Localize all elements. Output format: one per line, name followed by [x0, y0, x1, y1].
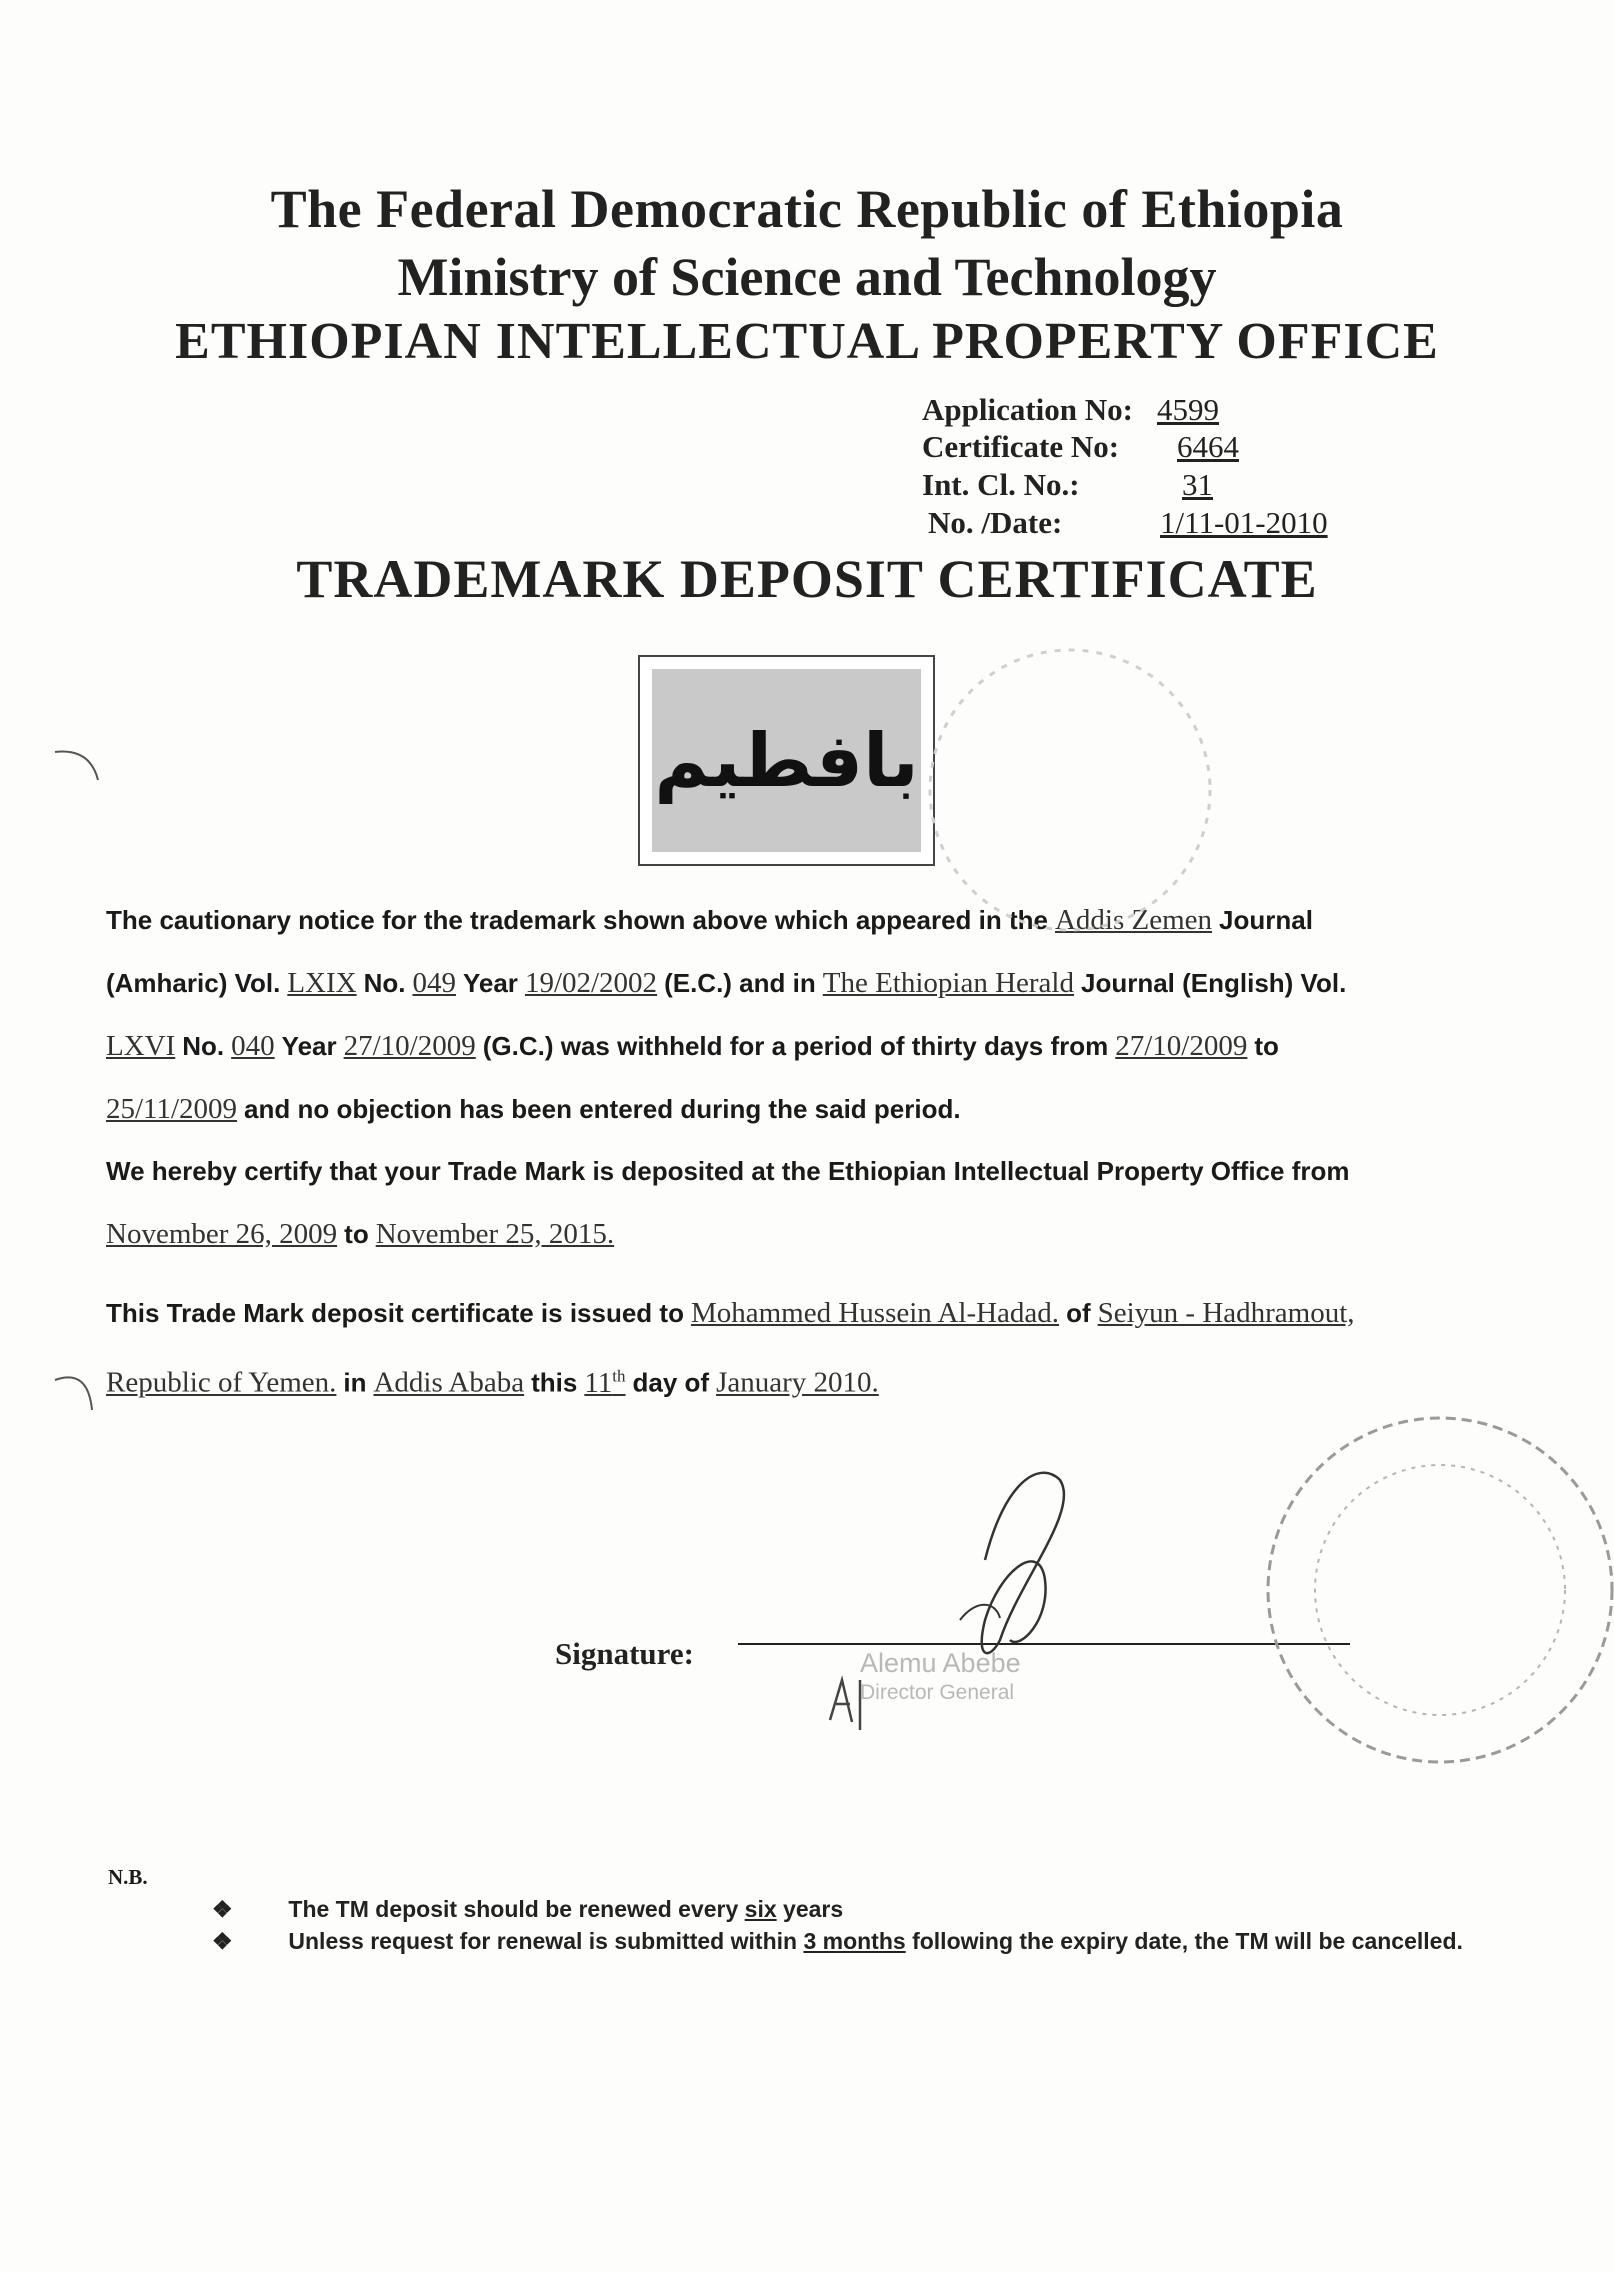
amharic-issue-number: 049 — [412, 967, 456, 999]
note-emphasis: 3 months — [803, 1928, 906, 1954]
text: to — [344, 1219, 369, 1249]
text: (E.C.) and in — [664, 968, 816, 998]
signature-label: Signature: — [555, 1636, 694, 1671]
owner-country: Republic of Yemen. — [106, 1366, 337, 1399]
text: and no objection has been entered during the said period. — [244, 1094, 961, 1124]
text: No. — [182, 1031, 225, 1061]
note-emphasis: six — [744, 1896, 777, 1922]
bullet-icon: ❖ — [212, 1896, 233, 1922]
signature-scribble — [960, 1605, 1000, 1620]
owner-place: Seiyun - Hadhramout, — [1097, 1297, 1355, 1329]
punch-hole-mark — [55, 1377, 92, 1410]
official-seal — [1268, 1418, 1612, 1762]
note-text: The TM deposit should be renewed every — [288, 1896, 739, 1922]
signer-title: Director General — [860, 1681, 1015, 1704]
text: (G.C.) was withheld for a period of thirty days from — [482, 1031, 1109, 1061]
signature-scribble — [982, 1473, 1064, 1653]
text: in — [343, 1367, 367, 1398]
notice-from-date: 27/10/2009 — [1115, 1030, 1248, 1062]
text: this — [531, 1367, 578, 1398]
amharic-issue-year: 19/02/2002 — [524, 967, 658, 999]
english-journal-name: The Ethiopian Herald — [822, 967, 1074, 999]
english-issue-year: 27/10/2009 — [343, 1030, 476, 1062]
text: No. — [363, 968, 406, 998]
note-text: years — [783, 1896, 844, 1922]
application-number-label: Application No: — [922, 392, 1133, 427]
class-number-label: Int. Cl. No.: — [922, 467, 1080, 502]
date-value: 1/11-01-2010 — [1160, 505, 1328, 540]
text: (Amharic) Vol. — [106, 968, 281, 998]
owner-name: Mohammed Hussein Al-Hadad. — [690, 1297, 1060, 1329]
note-text: Unless request for renewal is submitted within — [288, 1928, 798, 1954]
text: This Trade Mark deposit certificate is issued to — [106, 1298, 684, 1328]
faint-stamp — [930, 650, 1210, 930]
text: Journal (English) Vol. — [1080, 968, 1347, 998]
deposit-end-date: November 25, 2015. — [375, 1218, 615, 1250]
deposit-start-date: November 26, 2009 — [106, 1218, 338, 1250]
date-label: No. /Date: — [928, 505, 1063, 540]
text: We hereby certify that your Trade Mark is deposited at the Ethiopian Intellectual Property Office from — [106, 1156, 1350, 1186]
certificate-title: TRADEMARK DEPOSIT CERTIFICATE — [296, 549, 1318, 609]
text: Year — [281, 1031, 337, 1061]
punch-hole-mark — [55, 752, 98, 780]
amharic-journal-name: Addis Zemen — [1054, 904, 1213, 936]
application-number-value: 4599 — [1157, 392, 1219, 427]
class-number-value: 31 — [1182, 467, 1213, 502]
issue-city: Addis Ababa — [373, 1366, 525, 1399]
english-volume: LXVI — [106, 1030, 176, 1062]
note-renewal — [212, 1896, 843, 1923]
header-country: The Federal Democratic Republic of Ethiopia — [270, 179, 1344, 239]
text: Year — [462, 968, 518, 998]
bullet-icon: ❖ — [212, 1928, 233, 1954]
notes-heading: N.B. — [108, 1865, 148, 1889]
text: Journal — [1219, 905, 1313, 935]
note-cancellation — [212, 1928, 1463, 1955]
notice-to-date: 25/11/2009 — [106, 1093, 238, 1125]
note-text: following the expiry date, the TM will be cancelled. — [912, 1928, 1463, 1954]
issue-month-year: January 2010. — [716, 1366, 879, 1399]
text: day of — [632, 1367, 710, 1398]
header-ministry: Ministry of Science and Technology — [397, 247, 1217, 307]
amharic-volume: LXIX — [287, 967, 357, 999]
certificate-number-value: 6464 — [1177, 429, 1239, 464]
text: of — [1066, 1298, 1091, 1328]
header-office: ETHIOPIAN INTELLECTUAL PROPERTY OFFICE — [175, 313, 1439, 370]
text: to — [1254, 1031, 1279, 1061]
certificate-number-label: Certificate No: — [922, 429, 1120, 464]
signer-name: Alemu Abebe — [860, 1648, 1021, 1678]
trademark-text: بافطيم — [652, 669, 921, 852]
initials-mark — [830, 1680, 860, 1730]
text: The cautionary notice for the trademark shown above which appeared in the — [106, 905, 1048, 935]
issue-day: 11th — [584, 1366, 626, 1399]
english-issue-number: 040 — [231, 1030, 275, 1062]
